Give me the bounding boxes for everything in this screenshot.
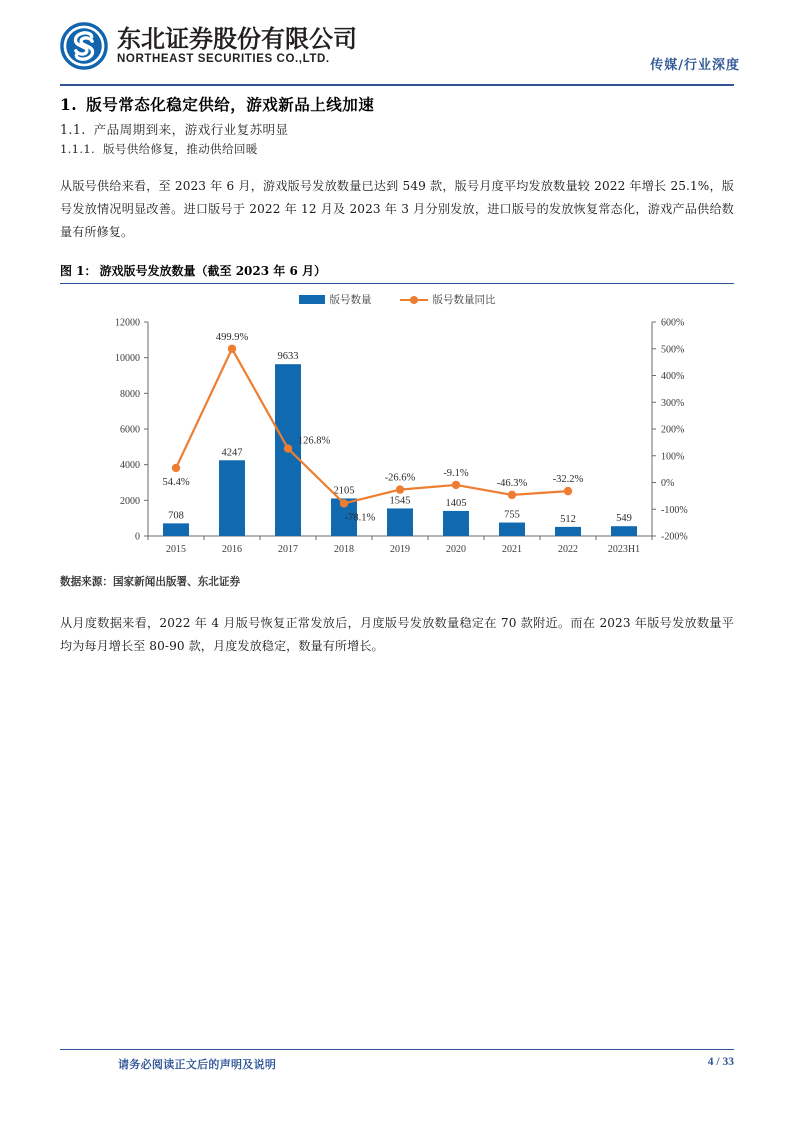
chart-line-point	[340, 499, 348, 507]
chart-line-point	[284, 444, 292, 452]
section-number-1: 1.	[60, 95, 78, 114]
chart-line-point	[396, 485, 404, 493]
legend-item-line	[400, 292, 496, 307]
chart-bar	[163, 523, 189, 536]
chart-line-point	[564, 487, 572, 495]
svg-text:500%: 500%	[661, 344, 685, 356]
svg-text:100%: 100%	[661, 451, 685, 463]
svg-text:300%: 300%	[661, 397, 685, 409]
svg-text:4247: 4247	[221, 447, 243, 459]
section-title-2: 产品周期到来，游戏行业复苏明显	[93, 122, 289, 137]
section-number-2: 1.1.	[60, 122, 86, 137]
svg-text:2018: 2018	[334, 544, 354, 555]
footer-divider	[60, 1049, 734, 1050]
svg-text:2020: 2020	[446, 544, 466, 555]
svg-text:1545: 1545	[389, 495, 411, 507]
svg-text:0: 0	[135, 531, 140, 543]
svg-text:6000: 6000	[120, 424, 140, 436]
svg-text:12000: 12000	[115, 317, 140, 329]
svg-text:-32.2%: -32.2%	[552, 474, 584, 486]
legend-label-line: 版号数量同比	[432, 294, 496, 306]
svg-text:708: 708	[168, 510, 184, 522]
legend-item-bar	[299, 292, 372, 307]
chart-line-point	[228, 345, 236, 353]
svg-text:-200%: -200%	[661, 531, 688, 543]
chart-license-issuance	[60, 290, 734, 566]
footer-disclaimer: 请务必阅读正文后的声明及说明	[118, 1058, 277, 1071]
northeast-securities-logo-icon	[60, 22, 108, 70]
svg-text:2019: 2019	[390, 544, 410, 555]
svg-text:2017: 2017	[278, 544, 298, 555]
section-heading-3	[60, 141, 258, 157]
svg-text:2000: 2000	[120, 495, 140, 507]
figure-number: 图 1：	[60, 264, 97, 278]
svg-text:499.9%: 499.9%	[215, 331, 249, 343]
svg-text:2022: 2022	[558, 544, 578, 555]
chart-legend	[60, 292, 734, 307]
svg-text:54.4%: 54.4%	[162, 476, 190, 488]
svg-text:200%: 200%	[661, 424, 685, 436]
chart-bar	[219, 460, 245, 536]
svg-text:8000: 8000	[120, 388, 140, 400]
footer-page-number: 4 / 33	[707, 1056, 734, 1068]
chart-bar	[443, 511, 469, 536]
svg-text:-46.3%: -46.3%	[496, 477, 528, 489]
chart-line-point	[172, 464, 180, 472]
svg-text:2015: 2015	[166, 544, 186, 555]
svg-text:10000: 10000	[115, 353, 140, 365]
svg-text:4000: 4000	[120, 460, 140, 472]
paragraph-supply: 从版号供给来看，至 2023 年 6 月，游戏版号发放数量已达到 549 款，版号月度平均发放数量较 2022 年增长 25.1%，版号发放情况明显改善。进口版号于 2022 年 12 月及 2023 年 3 月分别发放，进口版号的发放恢复常态化，游戏产品供给数量有所修复。	[60, 179, 734, 239]
company-logo	[60, 22, 357, 70]
svg-text:1405: 1405	[445, 497, 467, 509]
section-heading-1	[60, 93, 374, 115]
svg-text:-9.1%: -9.1%	[443, 467, 469, 479]
company-name-cn: 东北证券股份有限公司	[117, 25, 357, 54]
svg-text:600%: 600%	[661, 317, 685, 329]
svg-text:755: 755	[504, 509, 520, 521]
figure-title: 游戏版号发放数量（截至 2023 年 6 月）	[99, 264, 326, 278]
chart-line-point	[508, 491, 516, 499]
chart-bar	[611, 526, 637, 536]
chart-line-point	[452, 481, 460, 489]
svg-text:400%: 400%	[661, 371, 685, 382]
svg-text:2021: 2021	[502, 544, 522, 555]
svg-text:512: 512	[560, 513, 576, 525]
company-name-en: NORTHEAST SECURITIES CO.,LTD.	[117, 53, 330, 66]
svg-text:0%: 0%	[661, 478, 675, 489]
chart-plot-area	[60, 310, 734, 566]
chart-bar	[499, 523, 525, 536]
svg-text:-100%: -100%	[661, 504, 688, 516]
legend-bar-swatch-icon	[299, 295, 325, 304]
header-divider	[60, 84, 734, 86]
svg-text:2105: 2105	[333, 485, 355, 497]
legend-label-bar: 版号数量	[329, 294, 372, 306]
svg-text:2016: 2016	[222, 544, 242, 555]
svg-text:9633: 9633	[277, 351, 299, 363]
legend-line-swatch-icon	[400, 295, 428, 305]
svg-text:126.8%: 126.8%	[297, 435, 331, 447]
chart-bar	[555, 527, 581, 536]
section-title-3: 版号供给修复，推动供给回暖	[103, 142, 258, 156]
svg-text:549: 549	[616, 513, 632, 525]
figure-caption	[60, 262, 734, 284]
section-heading-2	[60, 119, 289, 138]
svg-text:2023H1: 2023H1	[607, 544, 641, 555]
svg-text:-78.1%: -78.1%	[344, 512, 376, 524]
section-title-1: 版号常态化稳定供给，游戏新品上线加速	[86, 95, 375, 114]
chart-bar	[387, 508, 413, 536]
report-category: 传媒/行业深度	[650, 58, 740, 73]
page-header	[60, 22, 740, 84]
paragraph-monthly: 从月度数据来看，2022 年 4 月版号恢复正常发放后，月度版号发放数量稳定在 70 款附近。而在 2023 年版号发放数量平均为每月增长至 80-90 款，月度发放稳定，数量有所增长。	[60, 616, 734, 653]
svg-text:-26.6%: -26.6%	[384, 472, 416, 484]
figure-source: 数据来源：国家新闻出版署、东北证券	[60, 576, 241, 588]
section-number-3: 1.1.1.	[60, 142, 95, 156]
company-logo-text	[117, 26, 357, 66]
